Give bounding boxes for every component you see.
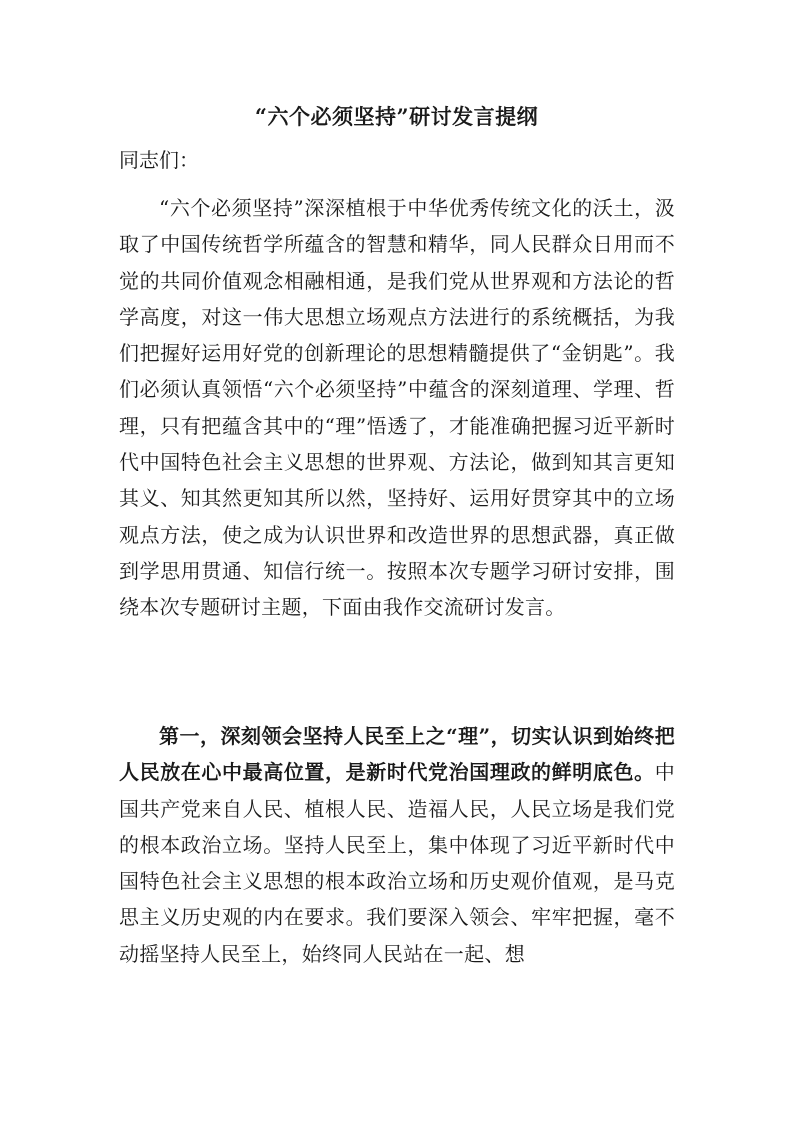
- paragraph-heading: 第一，深刻领会坚持人民至上之“理”，切实认识到始终把人民放在心中最高位置，是新时代党治国理政的鲜明底色。: [119, 724, 675, 785]
- paragraph-intro: [119, 190, 675, 626]
- paragraph-text: 中国共产党来自人民、植根人民、造福人民，人民立场是我们党的根本政治立场。坚持人民至上，集中体现了习近平新时代中国特色社会主义思想的根本政治立场和历史观价值观，是马克思主义历史观的内在要求。我们要深入领会、牢牢把握，毫不动摇坚持人民至上，始终同人民站在一起、想: [119, 760, 675, 966]
- paragraph-text: “六个必须坚持”深深植根于中华优秀传统文化的沃土，汲取了中国传统哲学所蕴含的智慧和精华，同人民群众日用而不觉的共同价值观念相融相通，是我们党从世界观和方法论的哲学高度，对这一伟大思想立场观点方法进行的系统概括，为我们把握好运用好党的创新理论的思想精髓提供了“金钥匙”。我们必须认真领悟“六个必须坚持”中蕴含的深刻道理、学理、哲理，只有把蕴含其中的“理”悟透了，才能准确把握习近平新时代中国特色社会主义思想的世界观、方法论，做到知其言更知其义、知其然更知其所以然，坚持好、运用好贯穿其中的立场观点方法，使之成为认识世界和改造世界的思想武器，真正做到学思用贯通、知信行统一。按照本次专题学习研讨安排，围绕本次专题研讨主题，下面由我作交流研讨发言。: [119, 196, 675, 620]
- paragraph-point-one: [119, 718, 675, 972]
- salutation: 同志们：: [119, 148, 199, 172]
- document-title: “六个必须坚持”研讨发言提纲: [254, 104, 539, 129]
